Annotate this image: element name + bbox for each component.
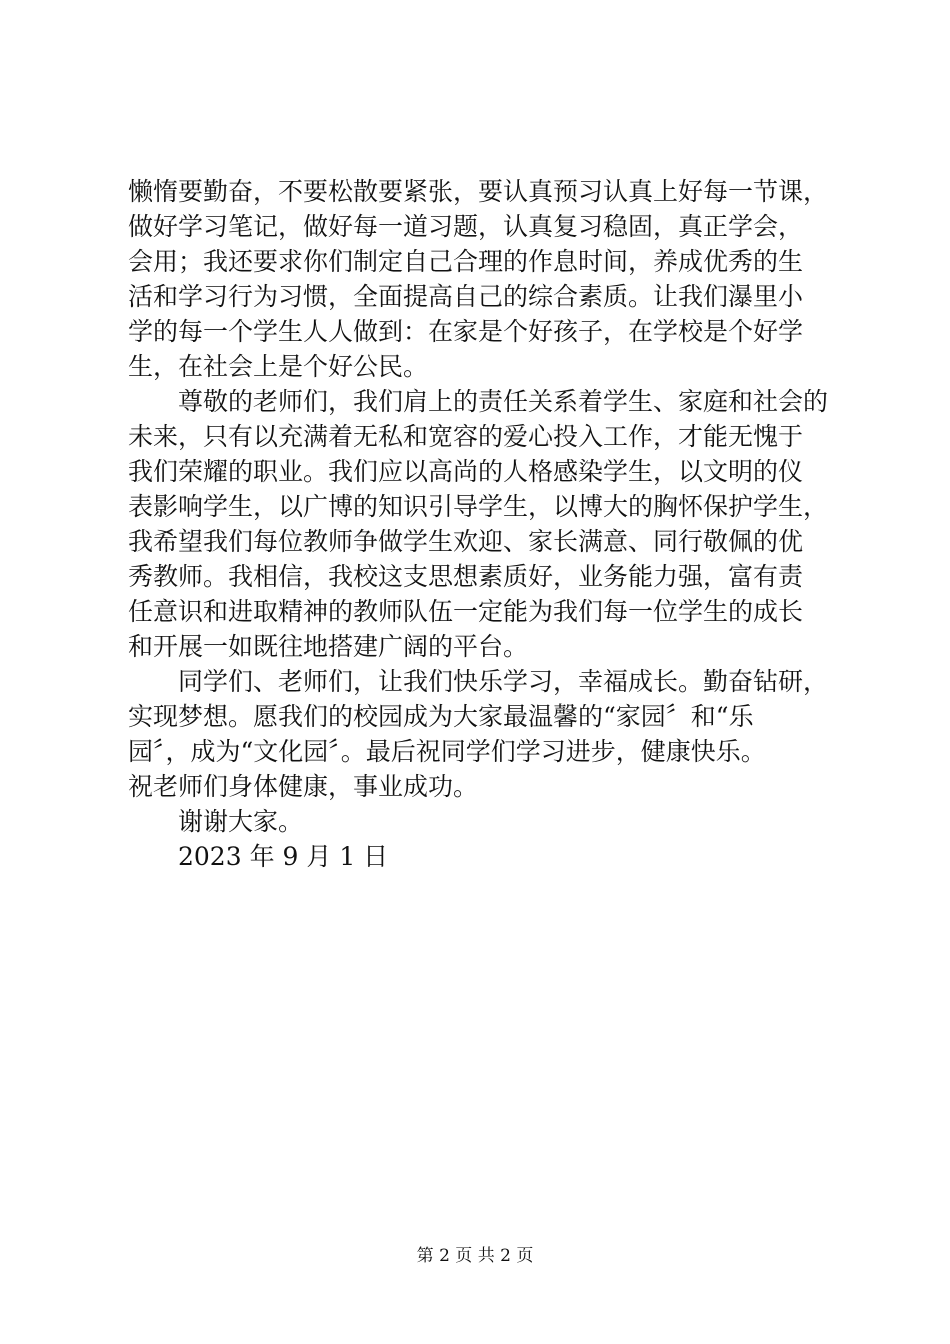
page-footer: 第 2 页 共 2 页 [416, 1246, 534, 1266]
text-line: 秀教师。我相信，我校这支思想素质好，业务能力强，富有责 [128, 562, 804, 591]
text-line: 任意识和进取精神的教师队伍一定能为我们每一位学生的成长 [128, 597, 804, 626]
text-line: 祝老师们身体健康，事业成功。 [128, 772, 479, 801]
document-body [128, 174, 848, 874]
text-line: 做好学习笔记，做好每一道习题，认真复习稳固，真正学会， [128, 212, 804, 241]
paragraph-start-line: 同学们、老师们，让我们快乐学习，幸福成长。勤奋钻研， [178, 667, 829, 696]
text-line: 表影响学生，以广博的知识引导学生，以博大的胸怀保护学生， [128, 492, 829, 521]
text-line: 学的每一个学生人人做到：在家是个好孩子，在学校是个好学 [128, 317, 804, 346]
text-line: 生，在社会上是个好公民。 [128, 352, 429, 381]
text-line: 我希望我们每位教师争做学生欢迎、家长满意、同行敬佩的优 [128, 527, 804, 556]
text-line: 活和学习行为习惯，全面提高自己的综合素质。让我们瀑里小 [128, 282, 804, 311]
text-line: 园〞，成为“文化园〞。最后祝同学们学习进步，健康快乐。 [128, 737, 766, 766]
text-line: 未来，只有以充满着无私和宽容的爱心投入工作，才能无愧于 [128, 422, 804, 451]
text-line: 和开展一如既往地搭建广阔的平台。 [128, 632, 529, 661]
text-line: 懒惰要勤奋，不要松散要紧张，要认真预习认真上好每一节课， [128, 177, 829, 206]
document-date: 2023 年 9 月 1 日 [178, 842, 389, 871]
text-line: 我们荣耀的职业。我们应以高尚的人格感染学生，以文明的仪 [128, 457, 804, 486]
paragraph-start-line: 尊敬的老师们，我们肩上的责任关系着学生、家庭和社会的 [178, 387, 829, 416]
text-line: 会用；我还要求你们制定自己合理的作息时间，养成优秀的生 [128, 247, 804, 276]
text-line: 实现梦想。愿我们的校园成为大家最温馨的“家园〞和“乐 [128, 702, 754, 731]
closing-thanks: 谢谢大家。 [178, 807, 304, 836]
